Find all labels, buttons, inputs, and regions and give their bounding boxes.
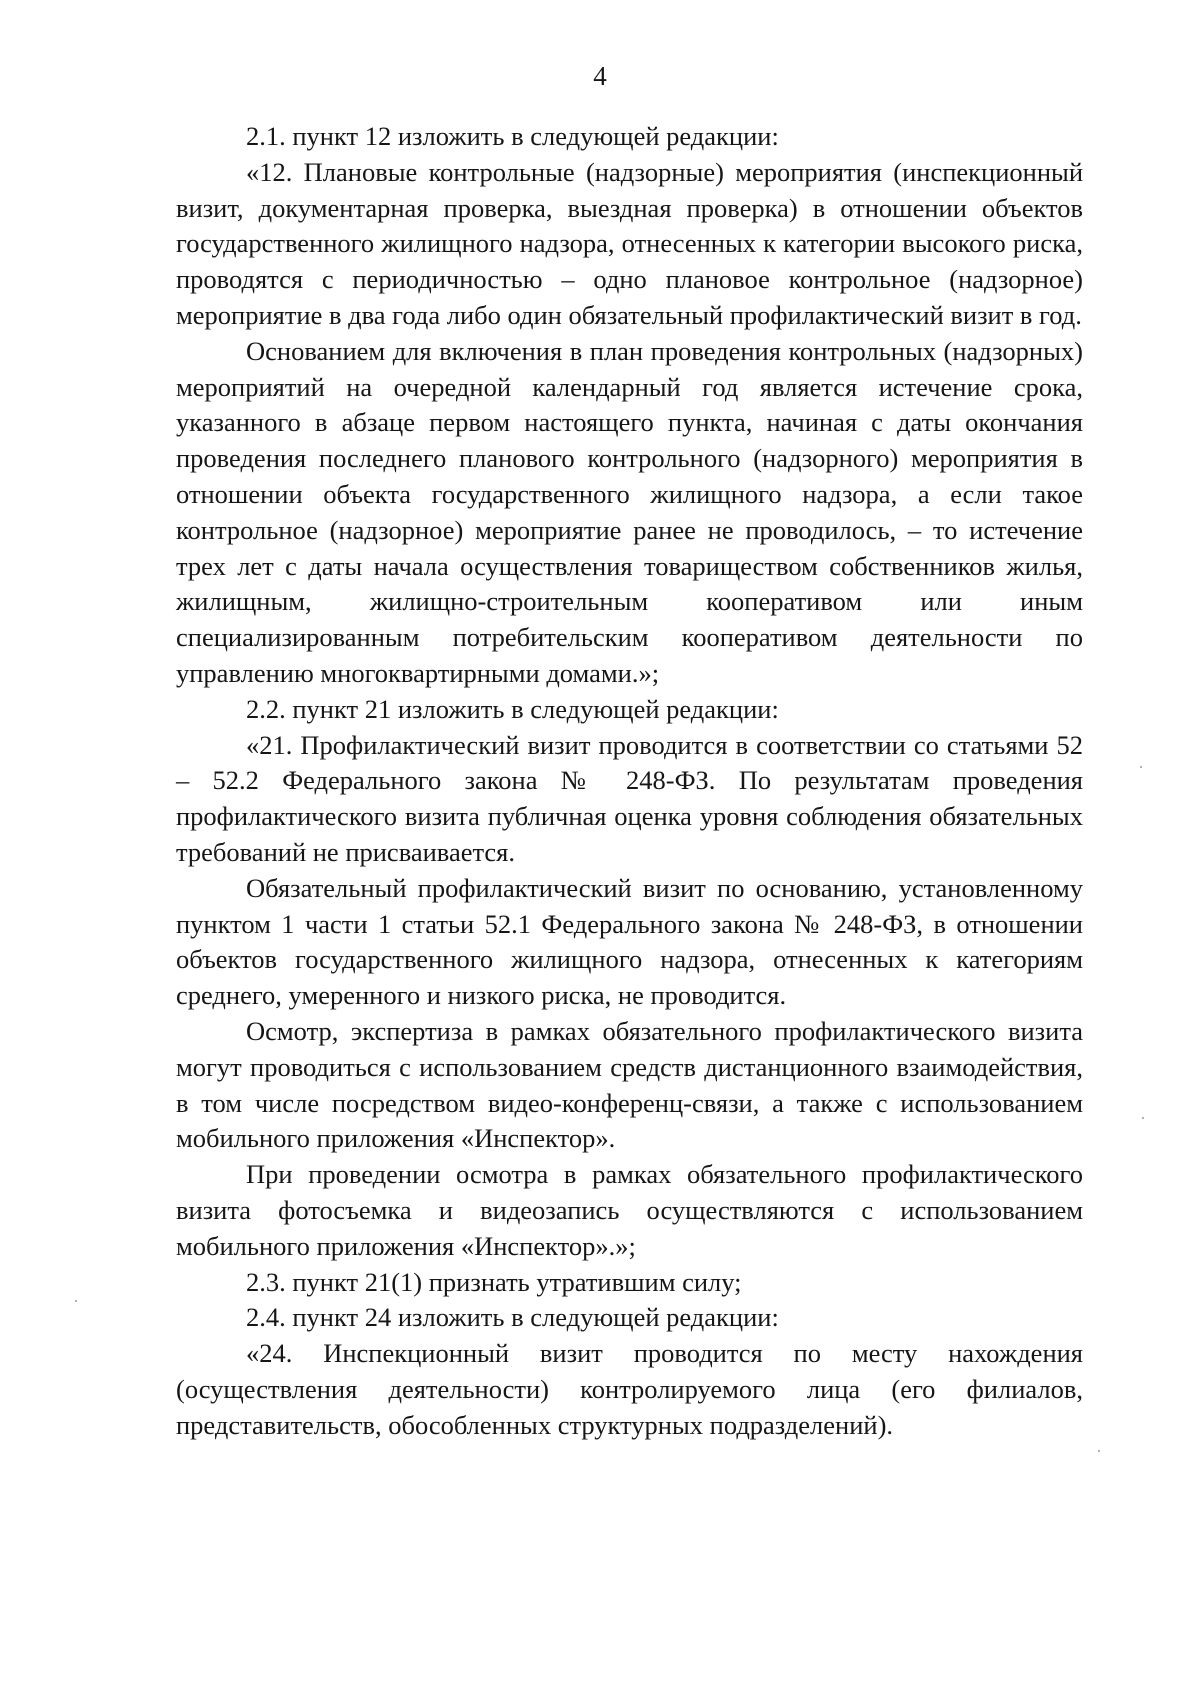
paragraph-2-2: 2.2. пункт 21 изложить в следующей редакции: <box>246 693 779 724</box>
paragraph-item-12: «12. Плановые контрольные (надзорные) мероприятия (инспекционный визит, документарная проверка, выездная проверка) в отношении объектов государственного жилищного надзора, отнесенных к категории высокого риска, проводятся с периодичностью – одно плановое контрольное (надзорное) мероприятие в два года либо один обязательный профилактический визит в год. <box>176 156 1083 330</box>
page-number: 4 <box>593 61 607 91</box>
scan-speck <box>1142 1117 1144 1119</box>
paragraph-2-1: 2.1. пункт 12 изложить в следующей редакции: <box>246 121 779 151</box>
paragraph-2-3: 2.3. пункт 21(1) признать утратившим силу; <box>246 1266 742 1297</box>
document-body <box>176 119 1083 1443</box>
paragraph-item-21-inspection: Осмотр, экспертиза в рамках обязательного профилактического визита могут проводиться с использованием средств дистанционного взаимодействия, в том числе посредством видео-конференц-связи, а также с использованием мобильного приложения «Инспектор». <box>176 1015 1083 1154</box>
paragraph-2-4: 2.4. пункт 24 изложить в следующей редакции: <box>246 1302 779 1333</box>
paragraph-item-21-mandatory-visit: Обязательный профилактический визит по основанию, установленному пунктом 1 части 1 статьи 52.1 Федерального закона № 248-ФЗ, в отношении объектов государственного жилищного надзора, отнесенных к категориям среднего, умеренного и низкого риска, не проводится. <box>176 872 1083 1011</box>
scan-speck <box>1140 766 1142 768</box>
scan-speck <box>1098 1450 1100 1452</box>
paragraph-item-24: «24. Инспекционный визит проводится по месту нахождения (осуществления деятельности) контролируемого лица (его филиалов, представительств, обособленных структурных подразделений). <box>176 1338 1083 1440</box>
paragraph-item-12-basis: Основанием для включения в план проведения контрольных (надзорных) мероприятий на очередной календарный год является истечение срока, указанного в абзаце первом настоящего пункта, начиная с даты окончания проведения последнего планового контрольного (надзорного) мероприятия в отношении объекта государственного жилищного надзора, а если такое контрольное (надзорное) мероприятие ранее не проводилось, – то истечение трех лет с даты начала осуществления товариществом собственников жилья, жилищным, жилищно-строительным кооперативом или иным специализированным потребительским кооперативом деятельности по управлению многоквартирными домами.»; <box>176 335 1083 688</box>
scan-speck <box>75 1300 77 1302</box>
paragraph-item-21: «21. Профилактический визит проводится в соответствии со статьями 52 – 52.2 Федерального закона № 248-ФЗ. По результатам проведения профилактического визита публичная оценка уровня соблюдения обязательных требований не присваивается. <box>176 729 1083 867</box>
paragraph-item-21-photo-video: При проведении осмотра в рамках обязательного профилактического визита фотосъемка и видеозапись осуществляются с использованием мобильного приложения «Инспектор».»; <box>176 1159 1083 1261</box>
